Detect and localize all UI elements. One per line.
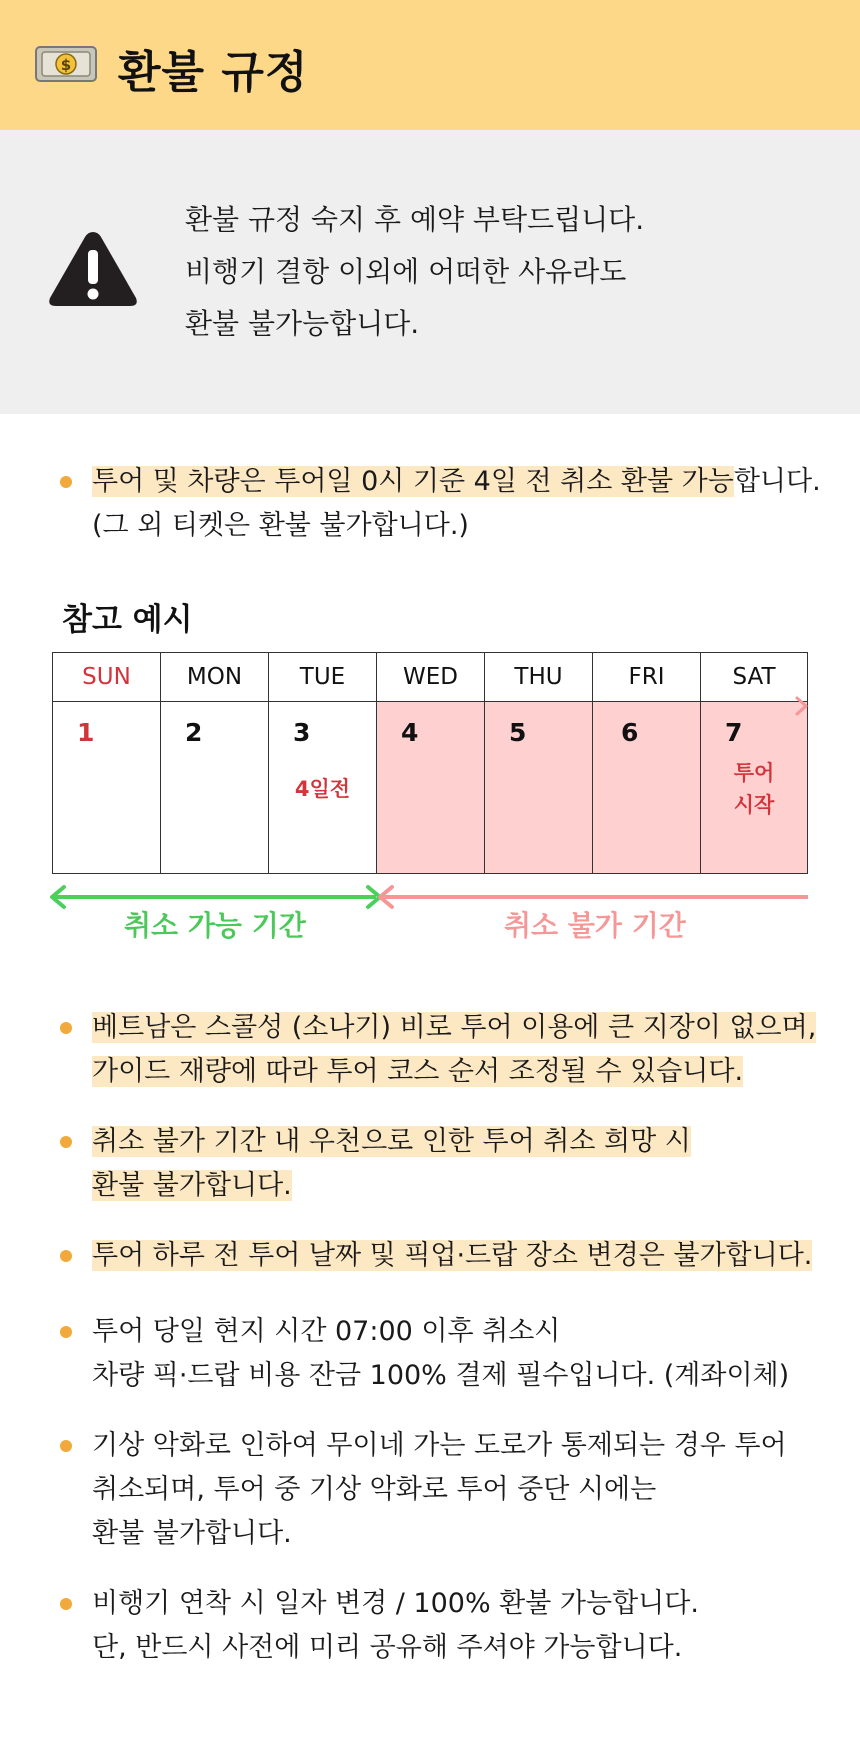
rule-2-highlight-2: 가이드 재량에 따라 투어 코스 순서 조정될 수 있습니다. <box>92 1056 744 1087</box>
day-header-sat: SAT <box>700 652 808 702</box>
noncancel-period-label: 취소 불가 기간 <box>504 909 686 942</box>
rule-3-line-2 <box>92 1168 292 1204</box>
rule-1-line-1 <box>92 464 821 500</box>
date-number: 5 <box>509 718 527 747</box>
rule-5-line-1: 투어 당일 현지 시간 07:00 이후 취소시 <box>92 1316 561 1347</box>
rule-2-line-1 <box>92 1010 816 1046</box>
notice-line-2: 비행기 결항 이외에 어떠한 사유라도 <box>185 255 627 288</box>
bullet-dot <box>60 1440 72 1452</box>
day-header-mon: MON <box>160 652 268 702</box>
svg-text:$: $ <box>60 56 72 74</box>
date-note-4-days-before: 4일전 <box>294 777 351 801</box>
header-banner <box>0 0 860 130</box>
rule-6-line-3: 환불 불가합니다. <box>92 1518 292 1549</box>
bullet-dot <box>60 1136 72 1148</box>
bullet-dot <box>60 476 72 488</box>
cancel-period-label: 취소 가능 기간 <box>124 909 306 942</box>
date-cell-2 <box>160 702 268 874</box>
day-header-tue: TUE <box>268 652 376 702</box>
date-cell-1 <box>52 702 160 874</box>
rule-2-line-2 <box>92 1054 743 1090</box>
rule-4-highlight: 투어 하루 전 투어 날짜 및 픽업·드랍 장소 변경은 불가합니다. <box>92 1240 813 1271</box>
rule-7-line-1: 비행기 연착 시 일자 변경 / 100% 환불 가능합니다. <box>92 1588 699 1619</box>
day-header-wed: WED <box>376 652 484 702</box>
day-header-sun: SUN <box>52 652 160 702</box>
date-cell-7 <box>700 702 808 874</box>
rule-3-highlight-1: 취소 불가 기간 내 우천으로 인한 투어 취소 희망 시 <box>92 1126 691 1157</box>
warning-icon <box>46 228 140 310</box>
date-number: 3 <box>293 718 311 747</box>
rule-1-rest: 합니다. <box>733 466 821 497</box>
rule-1-highlight: 투어 및 차량은 투어일 0시 기준 4일 전 취소 환불 가능 <box>92 466 734 497</box>
chevron-right-icon <box>794 694 810 718</box>
bullet-dot <box>60 1326 72 1338</box>
rule-3-line-1 <box>92 1124 691 1160</box>
date-number: 6 <box>621 718 639 747</box>
notice-box <box>0 130 860 414</box>
rule-2-highlight-1: 베트남은 스콜성 (소나기) 비로 투어 이용에 큰 지장이 없으며, <box>92 1012 817 1043</box>
bullet-dot <box>60 1598 72 1610</box>
date-number: 4 <box>401 718 419 747</box>
notice-line-1: 환불 규정 숙지 후 예약 부탁드립니다. <box>185 203 645 236</box>
date-note-start: 시작 <box>733 793 775 817</box>
rule-4-line-1 <box>92 1238 812 1274</box>
date-number: 2 <box>185 718 203 747</box>
rule-7-line-2: 단, 반드시 사전에 미리 공유해 주셔야 가능합니다. <box>92 1632 683 1663</box>
date-note-tour: 투어 <box>733 761 775 785</box>
notice-line-3: 환불 불가능합니다. <box>185 307 420 340</box>
rule-6-line-2: 취소되며, 투어 중 기상 악화로 투어 중단 시에는 <box>92 1474 657 1505</box>
day-header-fri: FRI <box>592 652 700 702</box>
date-cell-6 <box>592 702 700 874</box>
calendar-table <box>52 652 808 874</box>
date-cell-4 <box>376 702 484 874</box>
date-cell-5 <box>484 702 592 874</box>
day-header-thu: THU <box>484 652 592 702</box>
rule-3-highlight-2: 환불 불가합니다. <box>92 1170 292 1201</box>
money-bill-icon <box>35 44 97 84</box>
date-number: 1 <box>77 718 95 747</box>
rule-5-line-2: 차량 픽·드랍 비용 잔금 100% 결제 필수입니다. (계좌이체) <box>92 1360 790 1391</box>
date-number: 7 <box>725 718 743 747</box>
page-title: 환불 규정 <box>118 47 309 98</box>
bullet-dot <box>60 1022 72 1034</box>
example-title: 참고 예시 <box>62 602 193 638</box>
rule-6-line-1: 기상 악화로 인하여 무이네 가는 도로가 통제되는 경우 투어 <box>92 1430 787 1461</box>
bullet-dot <box>60 1250 72 1262</box>
rule-1-line-2: (그 외 티켓은 환불 불가합니다.) <box>92 510 469 541</box>
date-cell-3 <box>268 702 376 874</box>
